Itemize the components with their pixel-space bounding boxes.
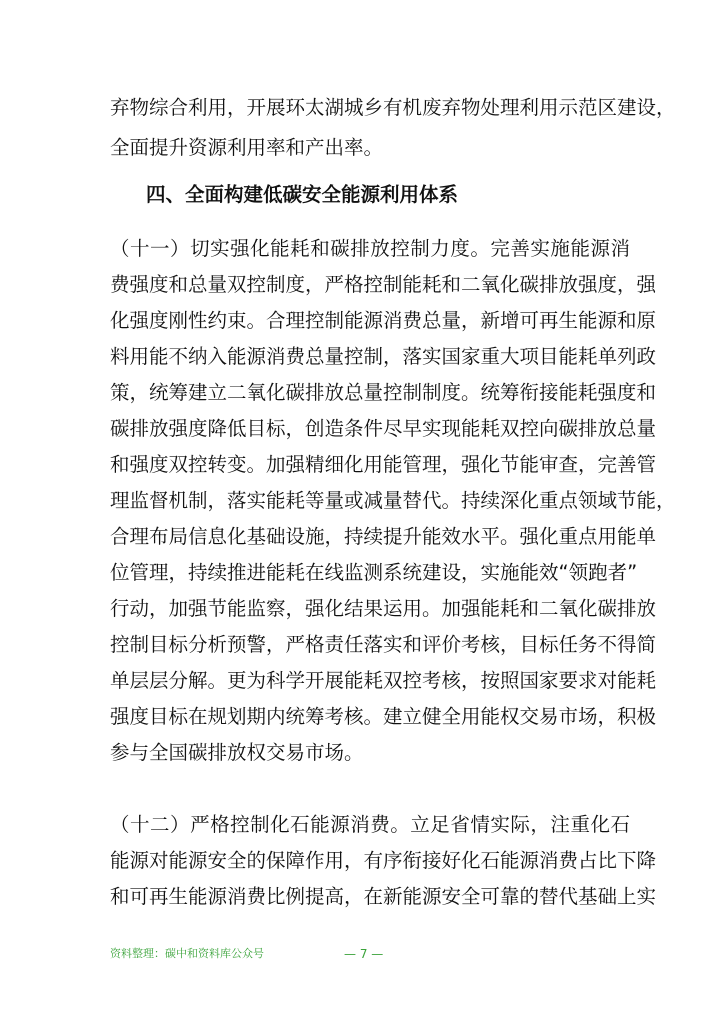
text-line: 参与全国碳排放权交易市场。	[110, 741, 364, 764]
page-number: — 7 —	[344, 947, 384, 961]
text-line: 强度目标在规划期内统筹考核。建立健全用能权交易市场，积极	[110, 705, 657, 728]
text-line: 位管理，持续推进能耗在线监测系统建设，实施能效“领跑者”	[110, 561, 638, 584]
section-heading: 四、全面构建低碳安全能源利用体系	[146, 183, 459, 206]
text-line: （十一）切实强化能耗和碳排放控制力度。完善实施能源消	[110, 237, 630, 260]
text-line: 全面提升资源利用率和产出率。	[110, 136, 384, 159]
text-line: 碳排放强度降低目标，创造条件尽早实现能耗双控向碳排放总量	[110, 417, 657, 440]
text-line: （十二）严格控制化石能源消费。立足省情实际，注重化石	[110, 813, 630, 836]
text-line: 策，统筹建立二氧化碳排放总量控制制度。统筹衔接能耗强度和	[110, 381, 657, 404]
text-line: 费强度和总量双控制度，严格控制能耗和二氧化碳排放强度，强	[110, 273, 657, 296]
text-line: 料用能不纳入能源消费总量控制，落实国家重大项目能耗单列政	[110, 345, 657, 368]
text-line: 单层层分解。更为科学开展能耗双控考核，按照国家要求对能耗	[110, 669, 657, 692]
text-line: 化强度刚性约束。合理控制能源消费总量，新增可再生能源和原	[110, 309, 657, 332]
text-line: 弃物综合利用，开展环太湖城乡有机废弃物处理利用示范区建设，	[110, 96, 676, 119]
text-line: 理监督机制，落实能耗等量或减量替代。持续深化重点领域节能，	[110, 489, 676, 512]
text-line: 和强度双控转变。加强精细化用能管理，强化节能审查，完善管	[110, 453, 657, 476]
footer-source: 资料整理：碳中和资料库公众号	[110, 947, 264, 960]
text-line: 和可再生能源消费比例提高，在新能源安全可靠的替代基础上实	[110, 885, 657, 908]
text-line: 合理布局信息化基础设施，持续提升能效水平。强化重点用能单	[110, 525, 657, 548]
text-line: 行动，加强节能监察，强化结果运用。加强能耗和二氧化碳排放	[110, 597, 657, 620]
text-line: 控制目标分析预警，严格责任落实和评价考核，目标任务不得简	[110, 633, 657, 656]
text-line: 能源对能源安全的保障作用，有序衔接好化石能源消费占比下降	[110, 849, 657, 872]
